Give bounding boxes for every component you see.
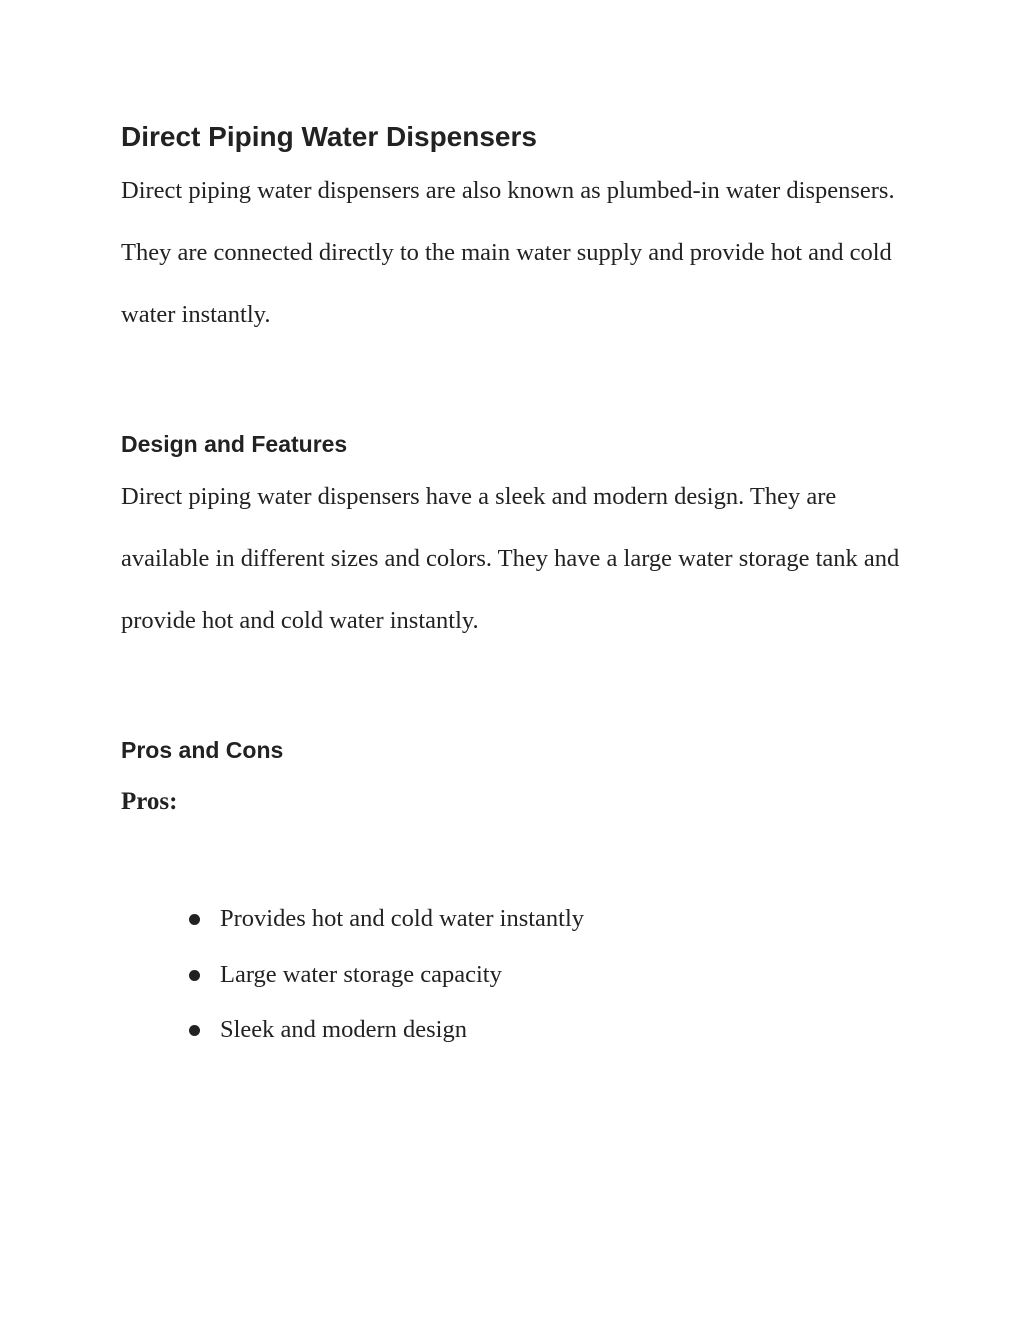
page-title: Direct Piping Water Dispensers xyxy=(121,121,537,152)
list-item xyxy=(189,1011,584,1067)
bullet-icon xyxy=(189,914,200,925)
pros-cons-heading: Pros and Cons xyxy=(121,737,284,763)
list-item-text: Sleek and modern design xyxy=(220,1016,467,1043)
list-item-text: Large water storage capacity xyxy=(220,960,502,988)
bullet-icon xyxy=(189,1025,200,1036)
list-item xyxy=(189,900,584,956)
design-paragraph: Direct piping water dispensers have a sleek and modern design. They are available in different sizes and colors. They have a large water storage tank and provide hot and cold water instantly. xyxy=(121,483,900,634)
intro-paragraph: Direct piping water dispensers are also known as plumbed-in water dispensers. They are connected directly to the main water supply and provide hot and cold water instantly. xyxy=(121,177,895,328)
bullet-icon xyxy=(189,970,200,981)
list-item-text: Provides hot and cold water instantly xyxy=(220,905,585,932)
pros-label: Pros: xyxy=(121,788,178,815)
list-item xyxy=(189,956,584,1012)
design-heading: Design and Features xyxy=(121,431,348,457)
pros-list xyxy=(189,900,584,1067)
